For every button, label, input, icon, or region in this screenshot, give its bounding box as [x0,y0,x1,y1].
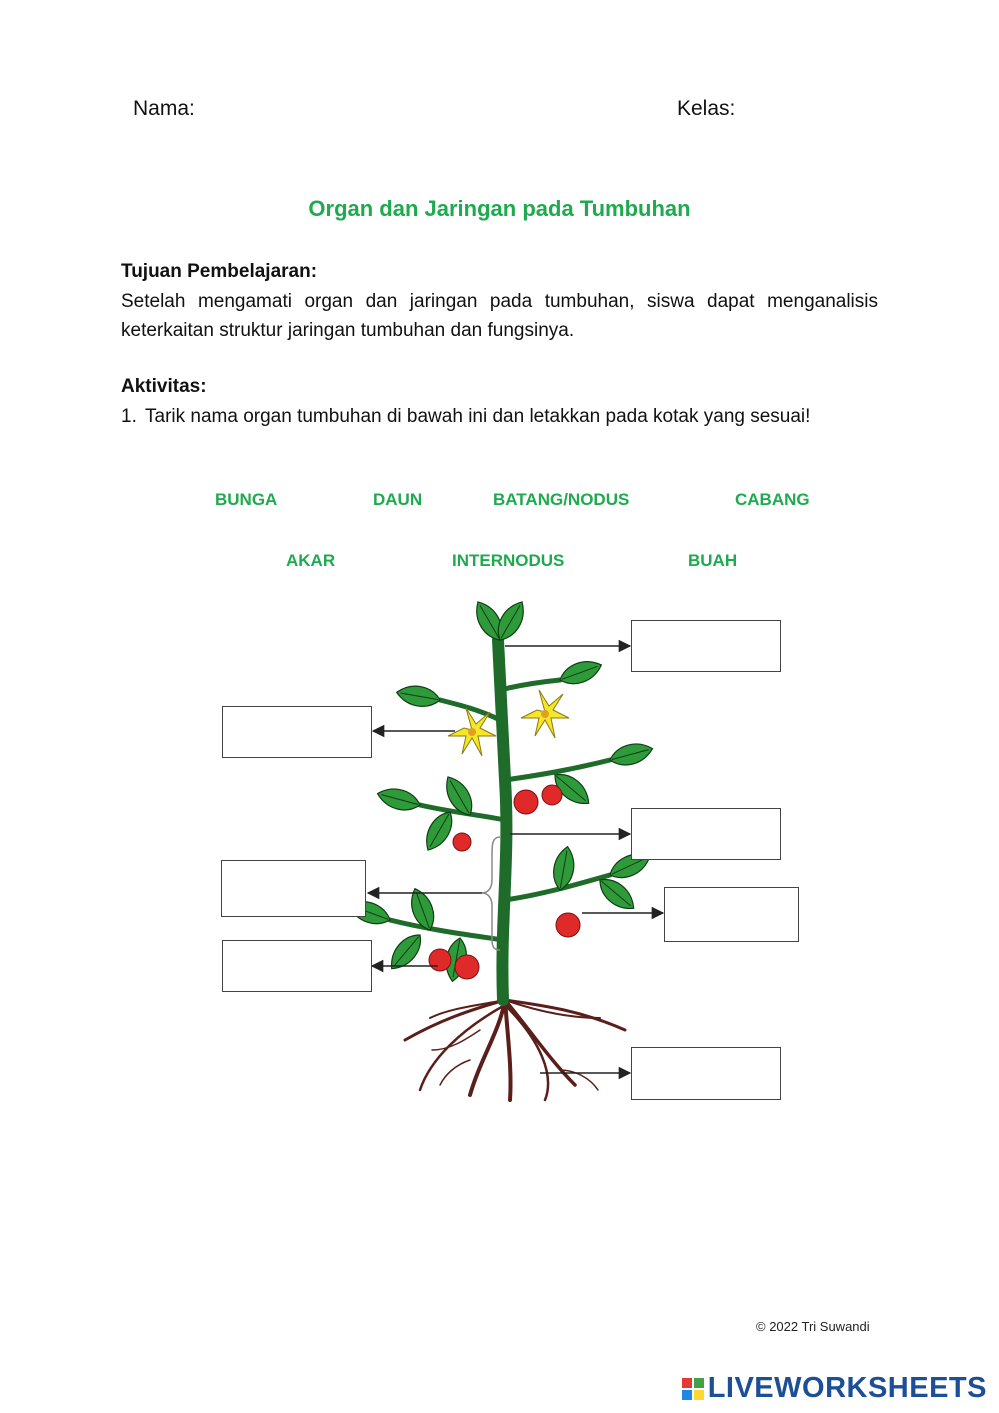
objective-heading: Tujuan Pembelajaran: [121,261,318,282]
activity-heading: Aktivitas: [121,376,207,397]
liveworksheets-logo[interactable] [682,1372,987,1405]
tomato-plant-diagram [0,600,999,1120]
class-label: Kelas: [677,97,736,120]
drop-box-1[interactable] [631,620,781,672]
page-title: Organ dan Jaringan pada Tumbuhan [308,196,691,221]
word-akar[interactable]: AKAR [286,551,336,570]
word-batang-nodus[interactable]: BATANG/NODUS [493,490,630,509]
word-buah[interactable]: BUAH [688,551,738,570]
drop-box-2[interactable] [222,706,372,758]
activity-item-text: Tarik nama organ tumbuhan di bawah ini dan letakkan pada kotak yang sesuai! [145,406,811,427]
copyright: © 2022 Tri Suwandi [756,1319,870,1334]
drop-box-4[interactable] [221,860,366,917]
activity-item [121,403,878,431]
drop-box-7[interactable] [631,1047,781,1100]
logo-text: LIVEWORKSHEETS [707,1372,987,1404]
drop-box-5[interactable] [664,887,799,942]
objective-text: Setelah mengamati organ dan jaringan pada tumbuhan, siswa dapat menganalisis keterkaitan struktur jaringan tumbuhan dan fungsinya. [121,291,878,341]
name-label: Nama: [133,97,195,120]
activity-item-number: 1. [121,406,137,427]
logo-grid-icon [682,1378,704,1400]
roots [405,1000,625,1100]
word-internodus[interactable]: INTERNODUS [452,551,565,570]
drop-box-3[interactable] [631,808,781,860]
pointer-arrows [368,646,663,1073]
word-cabang[interactable]: CABANG [735,490,810,509]
word-daun[interactable]: DAUN [373,490,423,509]
word-bunga[interactable]: BUNGA [215,490,278,509]
drop-box-6[interactable] [222,940,372,992]
